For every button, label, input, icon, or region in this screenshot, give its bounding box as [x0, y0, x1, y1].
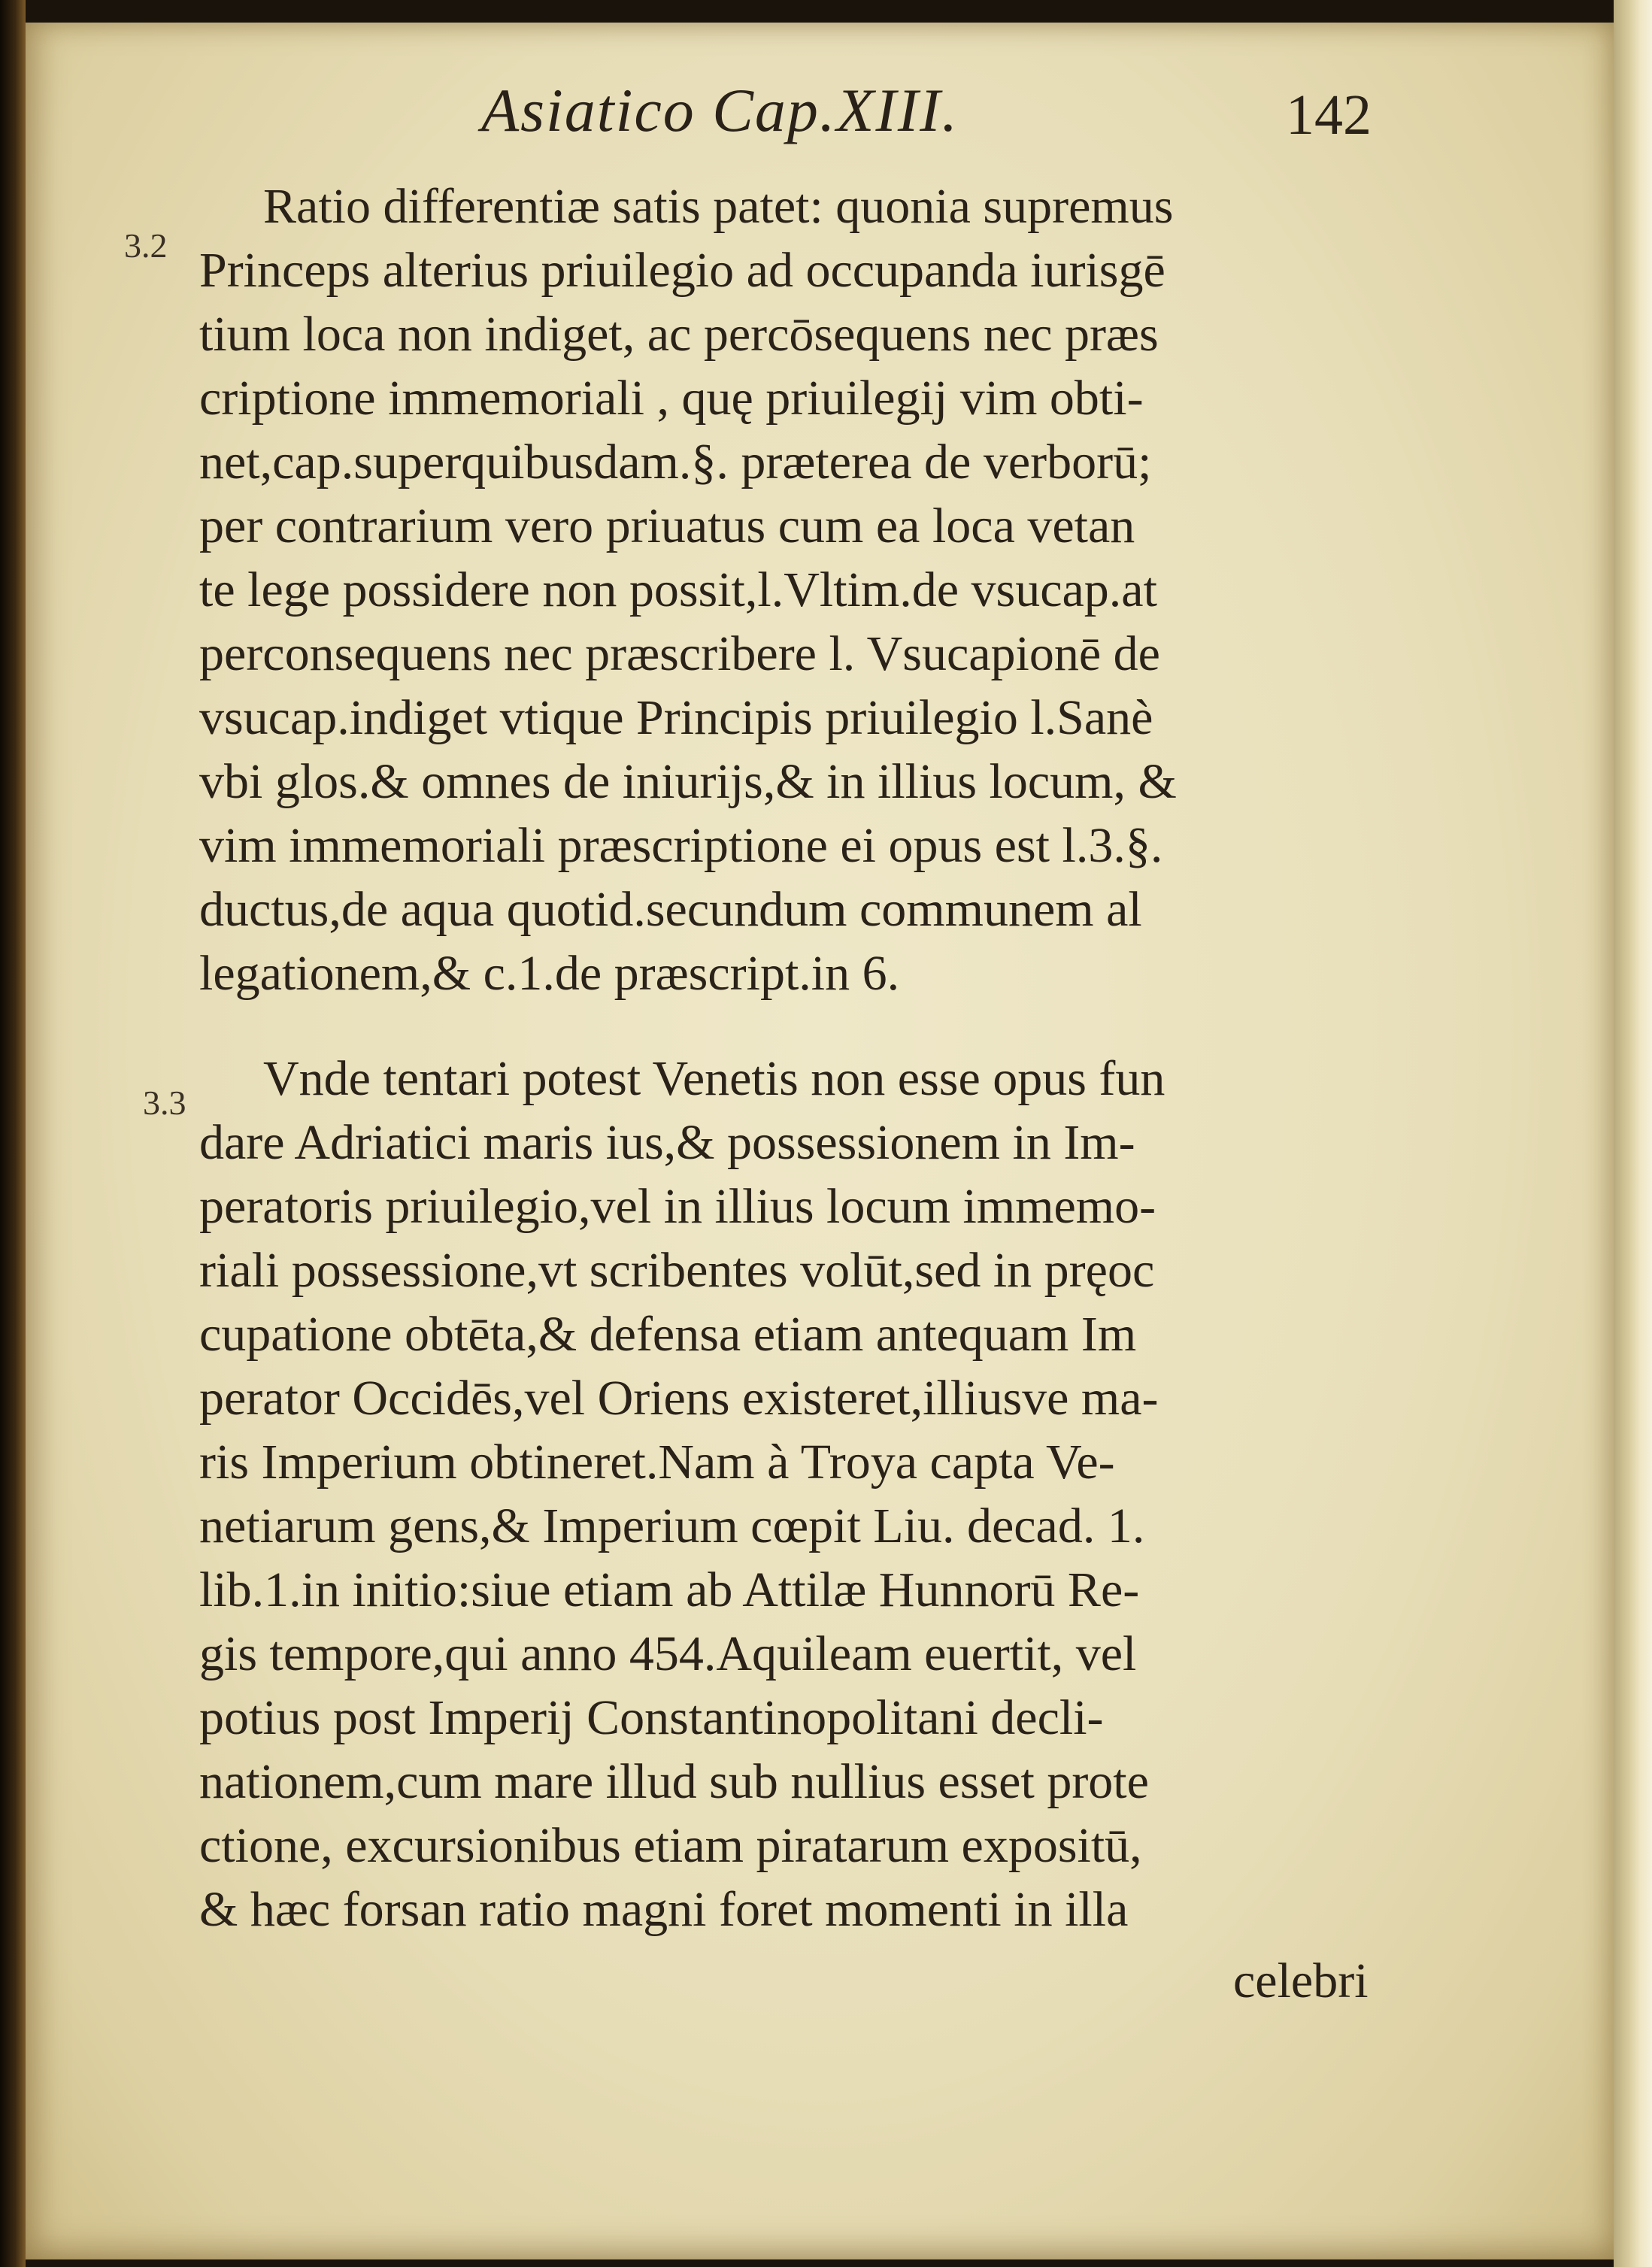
- page-number: 142: [1286, 83, 1372, 147]
- text-line: perator Occidēs,vel Oriens existeret,illiusve ma-: [199, 1371, 1159, 1426]
- text-line: Princeps alterius priuilegio ad occupanda iurisgē: [199, 243, 1165, 298]
- text-line: gis tempore,qui anno 454.Aquileam euertit, vel: [199, 1626, 1137, 1681]
- text-line: & hæc forsan ratio magni foret momenti in illa: [199, 1882, 1129, 1937]
- text-line: legationem,& c.1.de præscript.in 6.: [199, 946, 900, 1001]
- text-line: lib.1.in initio:siue etiam ab Attilæ Hunnorū Re-: [199, 1562, 1140, 1617]
- margin-note-3-2: 3.2: [124, 226, 168, 265]
- page-fore-edge: [1614, 0, 1652, 2267]
- text-line: ctione, excursionibus etiam piratarum expositū,: [199, 1818, 1142, 1873]
- text-line: criptione immemoriali , quę priuilegij vim obti-: [199, 371, 1144, 426]
- text-line: te lege possidere non possit,l.Vltim.de vsucap.at: [199, 562, 1157, 617]
- text-line: Ratio differentiæ satis patet: quonia supremus: [263, 179, 1174, 234]
- text-line: dare Adriatici maris ius,& possessionem in Im-: [199, 1115, 1135, 1170]
- text-line: cupatione obtēta,& defensa etiam antequam Im: [199, 1307, 1137, 1362]
- text-line: ductus,de aqua quotid.secundum communem al: [199, 882, 1142, 937]
- text-line: vim immemoriali præscriptione ei opus est l.3.§.: [199, 818, 1163, 873]
- text-line: ris Imperium obtineret.Nam à Troya capta Ve-: [199, 1435, 1115, 1490]
- text-line: vsucap.indiget vtique Principis priuilegio l.Sanè: [199, 690, 1153, 745]
- text-line: tium loca non indiget, ac percōsequens nec præs: [199, 307, 1159, 362]
- text-line: vbi glos.& omnes de iniurijs,& in illius locum, &: [199, 754, 1177, 809]
- text-line: netiarum gens,& Imperium cœpit Liu. decad. 1.: [199, 1499, 1145, 1553]
- text-line: riali possessione,vt scribentes volūt,sed in pręoc: [199, 1243, 1155, 1298]
- catchword: celebri: [1233, 1953, 1369, 2008]
- text-line: per contrarium vero priuatus cum ea loca vetan: [199, 499, 1135, 553]
- margin-note-3-3: 3.3: [143, 1083, 186, 1122]
- running-title: Asiatico Cap.XIII.: [481, 76, 959, 144]
- book-binding-edge: [0, 0, 26, 2267]
- text-line: net,cap.superquibusdam.§. præterea de verborū;: [199, 435, 1152, 489]
- text-line: peratoris priuilegio,vel in illius locum immemo-: [199, 1179, 1156, 1234]
- text-line: perconsequens nec præscribere l. Vsucapionē de: [199, 626, 1160, 681]
- text-line: potius post Imperij Constantinopolitani decli-: [199, 1690, 1104, 1745]
- text-line: nationem,cum mare illud sub nullius esset prote: [199, 1754, 1149, 1809]
- text-line: Vnde tentari potest Venetis non esse opus fun: [263, 1051, 1165, 1106]
